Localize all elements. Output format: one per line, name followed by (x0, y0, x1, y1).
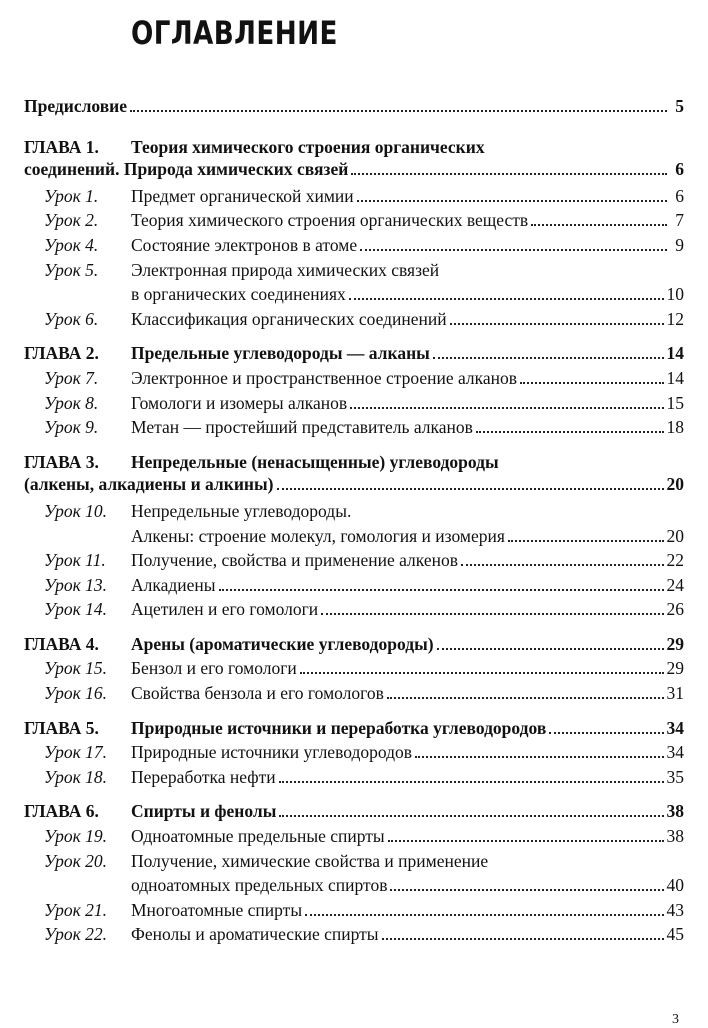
chapter-number: ГЛАВА 6. (24, 801, 99, 822)
lesson-number: Урок 11. (44, 550, 106, 571)
lesson-number: Урок 15. (44, 658, 108, 679)
entry-title: Получение, химические свойства и применение (131, 850, 489, 871)
entry-title: Состояние электронов в атоме (131, 234, 358, 255)
leader-dots (450, 323, 664, 325)
chapter-number: ГЛАВА 4. (24, 633, 99, 654)
leader-dots (350, 407, 663, 409)
lesson-number: Урок 16. (44, 683, 108, 704)
toc-entry-lesson-16[interactable] (24, 681, 684, 706)
leader-dots (437, 648, 664, 650)
leader-dots (300, 672, 664, 674)
toc-entry-lesson-8[interactable] (24, 391, 684, 416)
chapter-number: ГЛАВА 5. (24, 717, 99, 738)
page-number: 20 (666, 474, 684, 495)
entry-title-cont: одноатомных предельных спиртов (131, 875, 388, 896)
page-number: 29 (666, 658, 684, 679)
leader-dots (130, 110, 667, 112)
entry-title: Свойства бензола и его гомологов (131, 683, 384, 704)
entry-title: Электронная природа химических связей (131, 259, 440, 280)
page-number: 38 (666, 826, 684, 847)
entry-title: Переработка нефти (131, 766, 276, 787)
leader-dots (433, 357, 664, 359)
page-number: 45 (666, 924, 684, 945)
entry-title: Теория химического строения органических веществ (131, 210, 529, 231)
entry-title: Одноатомные предельные спирты (131, 826, 385, 847)
lesson-number: Урок 13. (44, 574, 108, 595)
entry-title: Гомологи и изомеры алканов (131, 392, 348, 413)
page-number: 14 (666, 343, 684, 364)
toc-entry-lesson-18[interactable] (24, 765, 684, 790)
entry-title: Алкадиены (131, 574, 216, 595)
entry-title-cont: в органических соединениях (131, 284, 346, 305)
toc-entry-lesson-22[interactable] (24, 922, 684, 947)
page-number: 14 (666, 367, 684, 388)
leader-dots (461, 564, 663, 566)
lesson-number: Урок 1. (44, 185, 99, 206)
leader-dots (349, 298, 664, 300)
page-number: 9 (675, 234, 684, 255)
lesson-number: Урок 14. (44, 599, 108, 620)
leader-dots (277, 488, 664, 490)
toc-entry-preface[interactable] (24, 96, 684, 121)
toc-entry-lesson-20[interactable] (24, 849, 684, 898)
lesson-number: Урок 20. (44, 850, 108, 871)
leader-dots (305, 914, 663, 916)
toc-entry-lesson-7[interactable] (24, 366, 684, 391)
leader-dots (531, 224, 667, 226)
page-number: 34 (666, 717, 684, 738)
lesson-number: Урок 19. (44, 826, 108, 847)
toc-entry-chapter-2[interactable] (24, 341, 684, 366)
lesson-number: Урок 10. (44, 500, 108, 521)
toc-entry-lesson-5[interactable] (24, 258, 684, 307)
entry-title: Получение, свойства и применение алкенов (131, 550, 459, 571)
entry-title: Непредельные (ненасыщенные) углеводороды (131, 451, 499, 472)
leader-dots (508, 540, 664, 542)
leader-dots (520, 382, 663, 384)
toc-entry-lesson-17[interactable] (24, 740, 684, 765)
toc-entry-chapter-5[interactable] (24, 716, 684, 741)
entry-title: Теория химического строения органических (131, 136, 485, 157)
page-number: 34 (666, 742, 684, 763)
page-number: 22 (666, 550, 684, 571)
leader-dots (549, 732, 663, 734)
toc-entry-lesson-10[interactable] (24, 499, 684, 548)
lesson-number: Урок 5. (44, 259, 99, 280)
leader-dots (360, 249, 667, 251)
toc-entry-chapter-1[interactable] (24, 135, 684, 184)
toc-entry-lesson-9[interactable] (24, 415, 684, 440)
leader-dots (357, 200, 667, 202)
lesson-number: Урок 6. (44, 308, 99, 329)
page-number: 38 (666, 801, 684, 822)
toc-entry-lesson-15[interactable] (24, 656, 684, 681)
lesson-number: Урок 21. (44, 899, 108, 920)
chapter-number: ГЛАВА 2. (24, 343, 99, 364)
entry-title: Многоатомные спирты (131, 899, 303, 920)
toc-entry-lesson-2[interactable] (24, 208, 684, 233)
entry-title: Метан — простейший представитель алканов (131, 417, 473, 438)
entry-title-cont: Алкены: строение молекул, гомология и изомерия (131, 525, 505, 546)
page-number: 40 (666, 875, 684, 896)
page-number: 6 (675, 159, 684, 180)
leader-dots (388, 840, 664, 842)
entry-title: Ацетилен и его гомологи (131, 599, 319, 620)
page-footer-number: 3 (672, 1012, 679, 1027)
page-number: 20 (666, 525, 684, 546)
leader-dots (390, 889, 663, 891)
lesson-number: Урок 7. (44, 367, 99, 388)
entry-title: Арены (ароматические углеводороды) (131, 633, 434, 654)
leader-dots (219, 589, 664, 591)
page-number: 15 (666, 392, 684, 413)
leader-dots (321, 613, 663, 615)
chapter-number: ГЛАВА 1. (24, 136, 99, 157)
entry-title: Классификация органических соединений (131, 308, 447, 329)
leader-dots (476, 431, 664, 433)
toc-entry-lesson-6[interactable] (24, 307, 684, 332)
leader-dots (387, 697, 664, 699)
leader-dots (382, 938, 664, 940)
chapter-number: ГЛАВА 3. (24, 451, 99, 472)
entry-title: Бензол и его гомологи (131, 658, 297, 679)
table-of-contents (24, 96, 684, 947)
lesson-number: Урок 9. (44, 417, 99, 438)
toc-entry-lesson-14[interactable] (24, 597, 684, 622)
page-number: 6 (675, 185, 684, 206)
toc-entry-lesson-4[interactable] (24, 233, 684, 258)
toc-entry-chapter-6[interactable] (24, 799, 684, 824)
page-number: 31 (666, 683, 684, 704)
toc-entry-lesson-1[interactable] (24, 184, 684, 209)
page-number: 35 (666, 766, 684, 787)
lesson-number: Урок 2. (44, 210, 99, 231)
toc-entry-lesson-19[interactable] (24, 824, 684, 849)
toc-entry-lesson-13[interactable] (24, 573, 684, 598)
toc-entry-lesson-11[interactable] (24, 548, 684, 573)
leader-dots (351, 173, 667, 175)
lesson-number: Урок 17. (44, 742, 108, 763)
page-number: 43 (666, 899, 684, 920)
lesson-number: Урок 22. (44, 924, 108, 945)
lesson-number: Урок 8. (44, 392, 99, 413)
leader-dots (279, 815, 663, 817)
entry-title-cont: (алкены, алкадиены и алкины) (24, 474, 274, 495)
entry-title: Предмет органической химии (131, 185, 354, 206)
page-number: 5 (675, 96, 684, 116)
page-number: 29 (666, 633, 684, 654)
entry-title: Природные источники и переработка углеводородов (131, 717, 547, 738)
page-number: 12 (666, 308, 684, 329)
page-number: 24 (666, 574, 684, 595)
page-number: 7 (675, 210, 684, 231)
lesson-number: Урок 4. (44, 234, 99, 255)
entry-title: Предельные углеводороды — алканы (131, 343, 430, 364)
entry-title: Природные источники углеводородов (131, 742, 413, 763)
entry-title: Непредельные углеводороды. (131, 500, 352, 521)
page-number: 26 (666, 599, 684, 620)
toc-entry-chapter-3[interactable] (24, 450, 684, 499)
leader-dots (415, 756, 663, 758)
entry-title: Спирты и фенолы (131, 801, 277, 822)
entry-title: Фенолы и ароматические спирты (131, 924, 379, 945)
lesson-number: Урок 18. (44, 766, 108, 787)
leader-dots (279, 781, 664, 783)
toc-entry-lesson-21[interactable] (24, 898, 684, 923)
entry-title: Предисловие (24, 96, 128, 116)
page-number: 18 (666, 417, 684, 438)
toc-entry-chapter-4[interactable] (24, 632, 684, 657)
entry-title-cont: соединений. Природа химических связей (24, 159, 349, 180)
page-title: ОГЛАВЛЕНИЕ (131, 14, 338, 52)
entry-title: Электронное и пространственное строение алканов (131, 367, 518, 388)
page-number: 10 (666, 284, 684, 305)
